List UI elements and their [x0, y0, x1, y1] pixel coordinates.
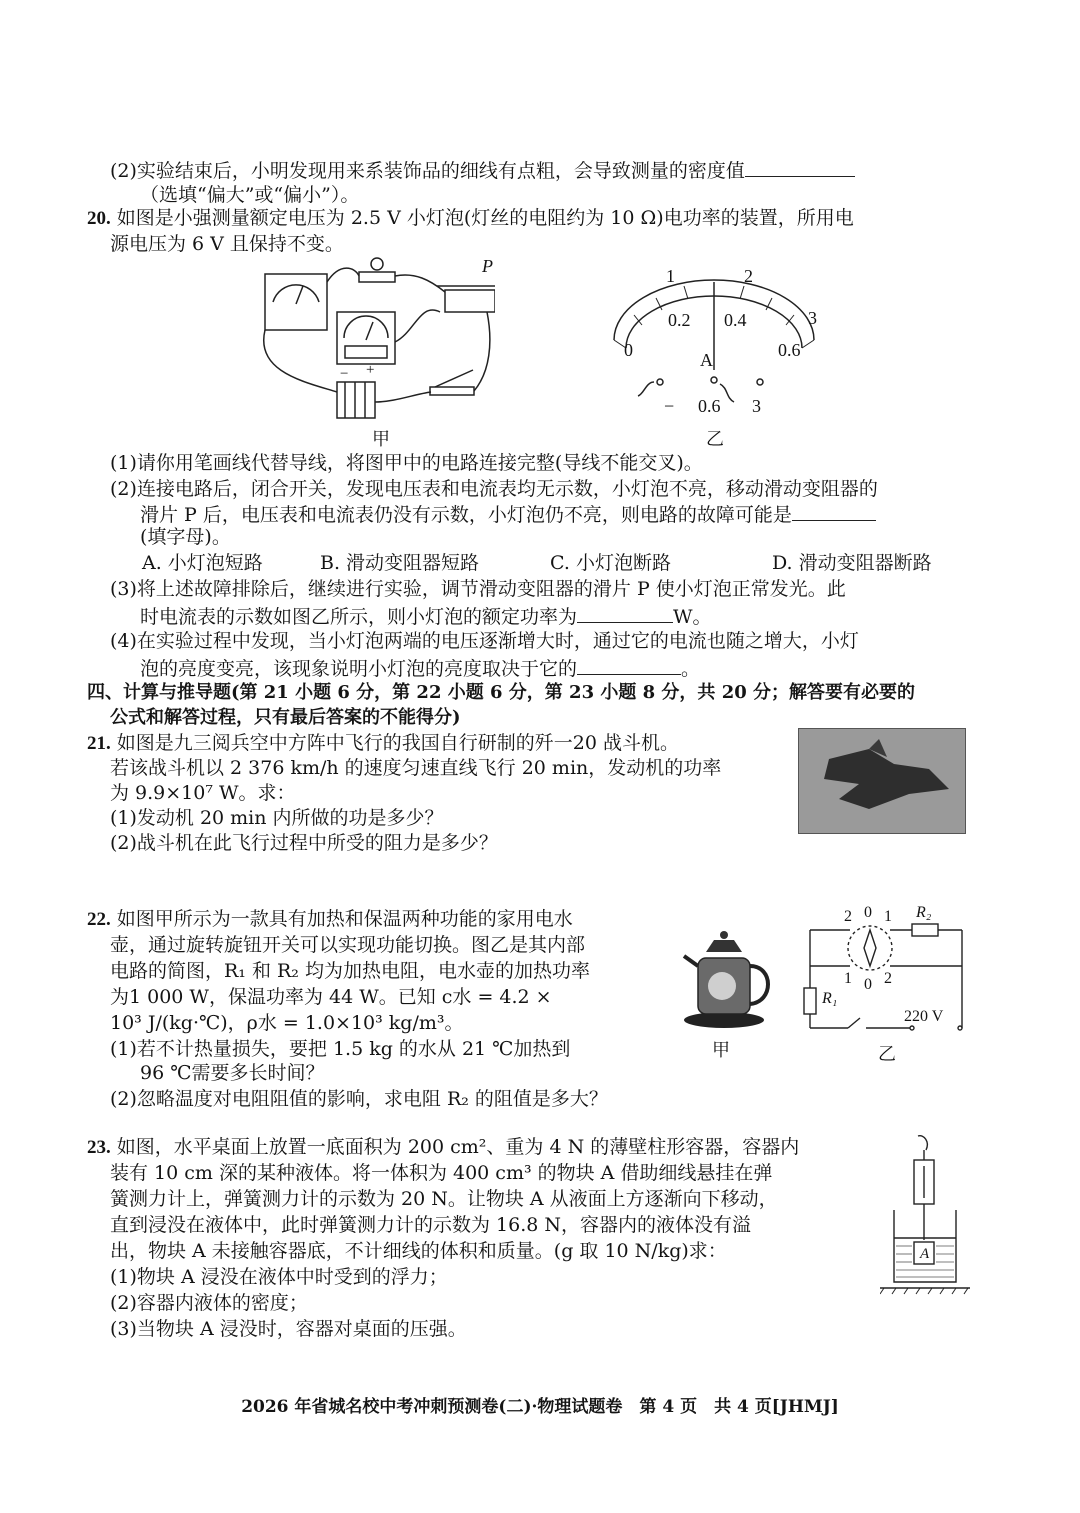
q22-part1-line1: (1)若不计热量损失，要把 1.5 kg 的水从 21 ℃加热到: [110, 1038, 571, 1060]
rheostat: [445, 290, 495, 312]
terminal-neg: [657, 379, 663, 385]
q20-figure-jia: [245, 252, 495, 442]
dial-bottom-label-02: 0.2: [668, 310, 691, 330]
fig-yi-caption: 乙: [706, 429, 724, 449]
r1-label: R₁: [822, 990, 838, 1007]
q20-part3-line1: (3)将上述故障排除后，继续进行实验，调节滑动变阻器的滑片 P 使小灯泡正常发光。此: [110, 578, 846, 600]
q22-part1-line2: 96 ℃需要多长时间？: [140, 1062, 325, 1084]
q20-part2-line2: 滑片 P 后，电压表和电流表仍没有示数，小灯泡仍不亮，则电路的故障可能是: [140, 500, 876, 528]
switch-top-label-1: 1: [884, 908, 892, 925]
q23-line4: 直到浸没在液体中，此时弹簧测力计的示数为 16.8 N，容器内的液体没有溢: [110, 1214, 752, 1236]
switch: [435, 370, 473, 387]
q22-line1: 22. 如图甲所示为一款具有加热和保温两种功能的家用电水: [87, 908, 573, 930]
q20-part1: (1)请你用笔画线代替导线，将图甲中的电路连接完整(导线不能交叉)。: [110, 452, 703, 474]
q23-part1: (1)物块 A 浸没在液体中时受到的浮力；: [110, 1266, 448, 1288]
switch-bottom-label-2: 2: [884, 970, 892, 987]
fighter-jet-photo: [798, 728, 966, 834]
switch-top-label-0: 0: [864, 904, 872, 921]
q22-line5: 10³ J/(kg·℃)，ρ水 = 1.0×10³ kg/m³。: [110, 1012, 464, 1034]
dial-top-label-2: 2: [744, 266, 753, 286]
voltage-label: 220 V: [904, 1008, 944, 1025]
q20-option-c: C. 小灯泡断路: [550, 552, 671, 574]
q21-part1: (1)发动机 20 min 内所做的功是多少？: [110, 807, 444, 829]
terminal-3-label: 3: [752, 396, 761, 416]
bulb: [371, 258, 383, 270]
battery-negative-label: −: [340, 366, 349, 382]
section4-heading-line1: 四、计算与推导题(第 21 小题 6 分，第 22 小题 6 分，第 23 小题 8 分，共 20 分；解答要有必要的: [87, 682, 916, 703]
q22-part2: (2)忽略温度对电阻阻值的影响，求电阻 R₂ 的阻值是多大？: [110, 1088, 608, 1110]
dial-top-label-1: 1: [666, 266, 675, 286]
r2-resistor: [912, 924, 938, 936]
q23-line5: 出，物块 A 未接触容器底，不计细线的体积和质量。(g 取 10 N/kg)求：: [110, 1240, 727, 1262]
q23-line2: 装有 10 cm 深的某种液体。将一体积为 400 cm³ 的物块 A 借助细线悬挂在弹: [110, 1162, 773, 1184]
q20-stem-line2: 源电压为 6 V 且保持不变。: [110, 233, 344, 255]
q20-part4-line1: (4)在实验过程中发现，当小灯泡两端的电压逐渐增大时，通过它的电流也随之增大，小灯: [110, 630, 859, 652]
fig-jia-caption: 甲: [372, 429, 390, 449]
q20-part4-line2: 泡的亮度变亮，该现象说明小灯泡的亮度取决于它的 。: [140, 654, 700, 682]
q20-stem-line1: 20. 如图是小强测量额定电压为 2.5 V 小灯泡(灯丝的电阻约为 10 Ω)电功率的装置，所用电: [87, 207, 854, 229]
q22-line2: 壶，通过旋转旋钮开关可以实现功能切换。图乙是其内部: [110, 934, 586, 956]
section4-heading-line2: 公式和解答过程，只有最后答案的不能得分): [110, 707, 461, 728]
terminal-neg-label: −: [664, 396, 675, 416]
dial-bottom-label-06: 0.6: [778, 340, 801, 360]
q20-option-b: B. 滑动变阻器短路: [320, 552, 480, 574]
dial-unit-label: A: [700, 350, 713, 370]
q19-part2-line2: （选填“偏大”或“偏小”）。: [140, 184, 360, 206]
terminal-06: [711, 377, 717, 383]
switch-bottom-label-1: 1: [844, 970, 852, 987]
battery-positive-label: +: [366, 362, 375, 378]
q23-line3: 簧测力计上，弹簧测力计的示数为 20 N。让物块 A 从液面上方逐渐向下移动，: [110, 1188, 778, 1210]
kettle-caption: 甲: [712, 1040, 730, 1060]
q19-part2-line1: (2)实验结束后，小明发现用来系装饰品的细线有点粗，会导致测量的密度值: [110, 156, 855, 184]
q22-line3: 电路的简图，R₁ 和 R₂ 均为加热电阻，电水壶的加热功率: [110, 960, 590, 982]
dial-bottom-label-04: 0.4: [724, 310, 747, 330]
q20-part2-line1: (2)连接电路后，闭合开关，发现电压表和电流表均无示数，小灯泡不亮，移动滑动变阻器的: [110, 478, 878, 500]
r1-resistor: [804, 988, 816, 1014]
q20-part2-line3: (填字母)。: [140, 526, 231, 548]
page-footer: 2026 年省城名校中考冲刺预测卷(二)·物理试题卷 第 4 页 共 4 页[JHMJ]: [241, 1397, 839, 1417]
q20-option-d: D. 滑动变阻器断路: [772, 552, 932, 574]
q20-option-a: A. 小灯泡短路: [142, 552, 263, 574]
circuit-caption: 乙: [878, 1044, 896, 1064]
q20-part3-line2: 时电流表的示数如图乙所示，则小灯泡的额定功率为 W。: [140, 602, 712, 630]
dial-top-label-3: 3: [808, 308, 817, 328]
q23-part2: (2)容器内液体的密度；: [110, 1292, 308, 1314]
terminal-06-label: 0.6: [698, 396, 721, 416]
switch-bottom-label-0: 0: [864, 976, 872, 993]
q21-line2: 若该战斗机以 2 376 km/h 的速度匀速直线飞行 20 min，发动机的功率: [110, 757, 722, 779]
q21-line1: 21. 如图是九三阅兵空中方阵中飞行的我国自行研制的歼一20 战斗机。: [87, 732, 680, 754]
q21-part2: (2)战斗机在此飞行过程中所受的阻力是多少？: [110, 832, 498, 854]
q21-line3: 为 9.9×10⁷ W。求：: [110, 782, 296, 804]
terminal-3: [757, 379, 763, 385]
battery: [337, 382, 375, 418]
slider-label-p: P: [482, 256, 493, 276]
q22-line4: 为1 000 W，保温功率为 44 W。已知 c水 = 4.2 ×: [110, 986, 552, 1008]
block-a-label: A: [920, 1246, 930, 1262]
spring-scale-figure: [880, 1132, 970, 1302]
kettle-figure: [676, 922, 780, 1032]
r2-label: R₂: [916, 904, 932, 921]
q23-part3: (3)当物块 A 浸没时，容器对桌面的压强。: [110, 1318, 467, 1340]
dial-bottom-label-0: 0: [624, 340, 633, 360]
switch-top-label-2: 2: [844, 908, 852, 925]
q23-line1: 23. 如图，水平桌面上放置一底面积为 200 cm²、重为 4 N 的薄壁柱形容器，容器内: [87, 1136, 800, 1158]
